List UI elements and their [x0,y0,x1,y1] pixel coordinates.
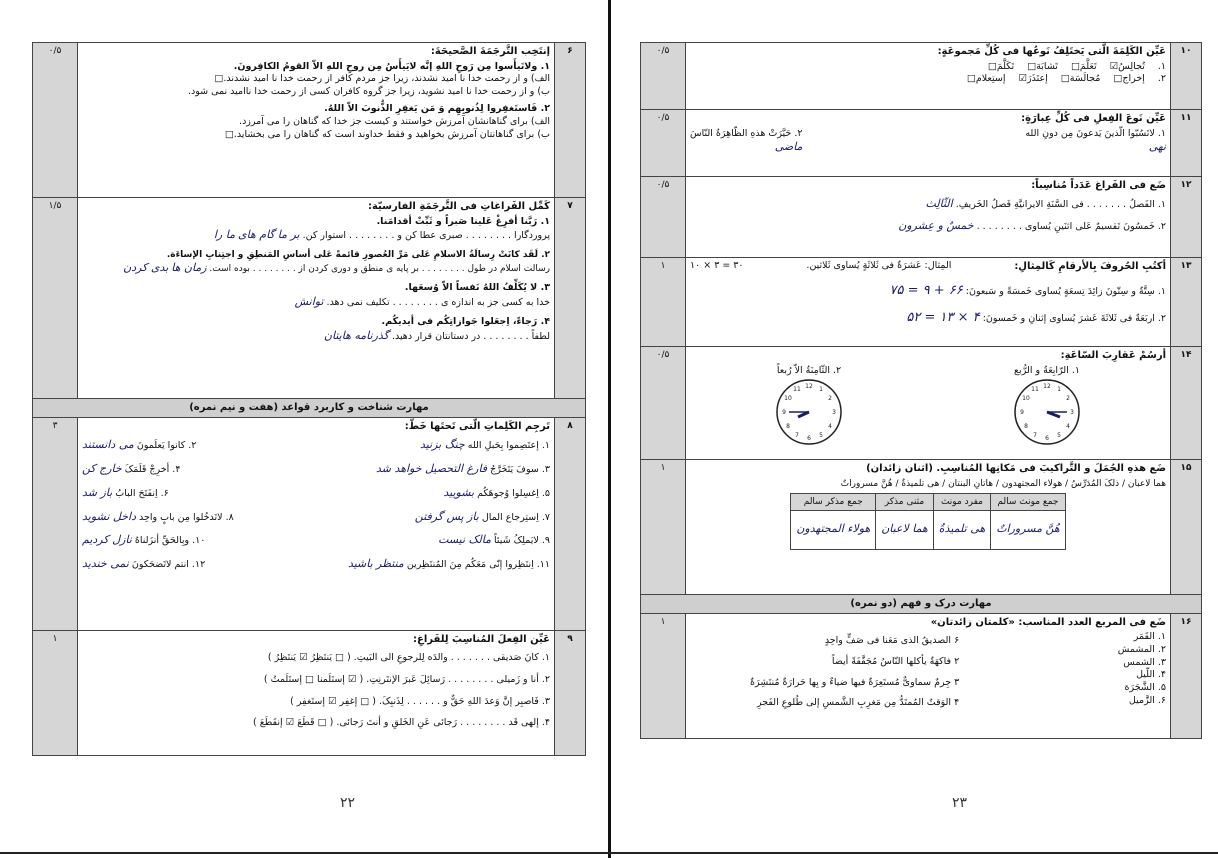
list-item[interactable]: ۲ فاکهَةٌ یأکلها النّاسُ مُجَفَّفَةً أیضاً [831,655,960,667]
question-title: أکتُبِ الحُروفَ بِالأرقامِ کَالمِثالِ: [1014,261,1166,272]
question-6 [33,43,586,198]
list-item: ۲. المشمش [1117,643,1166,655]
question-body [78,43,555,198]
handwritten-answer: نازل کردیم [82,533,132,547]
question-8 [33,417,586,630]
question-score: ۰/۵ [641,347,686,460]
question-body [78,198,555,399]
fill-table-row [791,510,1065,549]
handwritten-answer: گذرنامه هایتان [323,328,389,342]
handwritten-answer: توانش [294,294,324,308]
options-list: هما لاعبان / ذلکَ المُدَرِّسُ / هولاء المجتهدون / هاتانِ البنتان / هی تلمیذةٌ / هُنَّ مسروراتٌ [840,478,1166,489]
question-14 [641,347,1202,460]
handwritten-answer: منتظر باشید [347,557,404,571]
page-number: ۲۲ [340,795,356,811]
svg-text:12: 12 [1043,383,1051,391]
fill-table [790,493,1065,550]
svg-text:11: 11 [793,386,801,394]
svg-text:3: 3 [1070,409,1074,417]
question-body [686,258,1171,347]
option[interactable]: الف) و از رحمت خدا نا امید نشدند، زیرا جز مردم کافر از رحمت خدا نا امید نشدند.□ [214,73,550,85]
question-title: ضَع هذهِ الجُمَلَ و التَّراکیبَ فی مَکانِها المُناسِبِ. (اثنان زائدان) [866,463,1166,474]
handwritten-answer: خارج کن [82,461,122,475]
question-score: ۰/۵ [641,110,686,177]
handwritten-answer: ۴ × ۱۳ = ۵۲ [906,310,980,326]
question-body [686,460,1171,595]
question-number: ۷ [555,198,586,399]
handwritten-answer: ماضی [774,140,803,154]
handwritten-answer: الثّالِث [925,196,953,210]
answer-row [690,128,1166,156]
question-body [686,613,1171,738]
question-score: ۰/۵ [641,43,686,110]
svg-text:9: 9 [782,409,786,417]
question-title: کَمِّل الفَراغاتِ فی التَّرجَمَةِ الفارسیّة: [367,201,550,212]
question-title: ضَع فی الفَراغ عَدَداً مُناسِباً: [1031,180,1166,191]
question-body [686,43,1171,110]
question-number: ۱۰ [1171,43,1202,110]
question-title: أرسُمْ عَقارِبَ السّاعَةِ: [1060,350,1166,361]
question-12 [641,177,1202,258]
question-score: ۱ [33,630,78,755]
example: المِثال: عَشرَةٌ فی ثَلاثَةٍ یُساوی ثَلاثین. [806,260,952,271]
handwritten-answer[interactable]: هولاء المجتهدون [791,510,876,549]
translation-row [82,533,550,548]
handwritten-answer: ۶۶ + ۹ = ۷۵ [889,282,963,298]
word-item: ۱۱. اِنتَظِروا إنّی مَعَکُم مِنَ المُنتَظِرین [406,559,550,571]
question-body [686,347,1171,460]
translation: لطفاً . . . . . . . . در دستانتان قرار دهید. [391,330,550,342]
question-number: ۱۵ [1171,460,1202,595]
word-item: ۱۰. وبِالحَقِّ أنزَلناهُ [134,535,206,547]
list-item: ۵. الشَّجَرَة [1124,682,1166,694]
question-title: إنتَخِب التَّرجَمَةَ الصَّحیحَةَ: [430,46,550,57]
choice-row[interactable]: ۴. إلهی قَد . . . . . . . . رَجائی عَنِ الخَلقِ و أنتَ رَجائی. ( □ قَطَعَ ☑ إنقَطَعَ ) [252,717,550,729]
clock-icon [1012,377,1082,447]
list-item: ۱. القَمَر [1133,631,1166,642]
question-number: ۱۳ [1171,258,1202,347]
list-item[interactable]: ۳ جِرمٌ سماویٌّ مُستَعِرَةٌ فیها ضیاءٌ و بِها حَرارَةٌ مُنتَشِرَةٌ [750,676,960,688]
question-body [78,417,555,630]
question-title: عَیِّن الفِعلَ المُناسِبَ لِلفَراغِ: [413,633,550,645]
handwritten-answer: ما را [213,228,235,242]
translation-row [82,438,550,453]
sentence: ۲. فَاستَغفِروا لِذُنوبِهِم وَ مَن یَغفِرِ الذُّنوبَ الاّ اللهُ. [324,102,550,114]
question-16 [641,613,1202,738]
list-item: ۴. اللّیل [1136,669,1166,681]
column-header: جمع مذکر سالم [791,493,876,510]
translation-row [82,510,550,525]
svg-text:6: 6 [807,435,811,443]
svg-text:5: 5 [1057,432,1061,440]
handwritten-answer: بشویید [443,485,475,499]
section-title: مهارت شناخت و کاربرد قواعد (هفت و نیم نمره) [33,399,586,418]
handwritten-answer: باز پس گرفتن [414,509,479,523]
fill-table-header [791,493,1065,510]
question-title: تَرجِم الکَلِماتِ الّتی تَحتَها خَطّ: [404,420,550,432]
clock-label: ۲. الثّامِنَةُ الاّ رُبعاً [776,364,842,376]
translation-row [82,486,550,501]
svg-text:10: 10 [784,395,792,403]
translation-line [82,228,550,243]
word-item: ۵. اِغسِلوا وُجوهَکُم [477,487,550,499]
handwritten-answer: داخل نشوید [82,509,136,523]
handwritten-answer: زمان ها [171,261,207,275]
svg-text:3: 3 [832,409,836,417]
list-item[interactable]: ۶ الصدیقُ الذی مَعَنا فی صَفٍّ واحِدٍ [824,635,960,646]
word-list [1118,631,1166,718]
bottom-rule [0,852,1218,854]
question-score: ۳ [33,417,78,630]
svg-text:7: 7 [1033,432,1037,440]
example-math: ۱۰ × ۳ = ۳۰ [690,260,744,271]
handwritten-answer[interactable]: هی تلمیذةٌ [933,510,990,549]
sentence: ۲. لَقَد کانَتْ رِسالَةُ الاسلامِ عَلی مَرِّ العُصورِ قائمةً عَلی أساسِ المَنطِقِ و اجتِنابِ الإساءَة. [166,250,550,261]
choice-row[interactable]: ۱. تُجالِسُ☑ تَعَلَّمَ□ تَشابَهَ□ تَکَلَّمَ□ [987,60,1166,72]
list-item: ۶. الزَّمیل [1128,695,1166,707]
sentence: ۲. حَیَّرَتْ هذهِ الظّاهِرَةُ النّاسَ [690,127,803,139]
word-item: ۲. کانوا یَعلَمونَ [136,440,197,451]
svg-text:8: 8 [786,423,790,431]
question-number: ۱۱ [1171,110,1202,177]
question-body [686,110,1171,177]
handwritten-answer: بر ما [277,228,300,242]
page-number: ۲۳ [952,795,968,811]
svg-text:9: 9 [1020,409,1024,417]
handwritten-answer: نهی [1148,140,1166,154]
question-number: ۱۶ [1171,613,1202,738]
column-header: مفرد مونث [933,493,990,510]
svg-text:4: 4 [828,423,832,431]
translation-line [82,261,550,276]
question-score: ۰/۵ [641,177,686,258]
right-exam-table [640,42,1202,739]
handwritten-answer: می دانستند [82,438,134,451]
svg-text:1: 1 [819,386,823,394]
question-title: عَیِّن نَوعَ الفِعلِ فی کُلِّ عِبارَةٍ: [1021,113,1166,124]
question-score: ۰/۵ [33,43,78,198]
handwritten-answer: گام های [238,228,275,242]
question-9 [33,630,586,755]
question-body [686,177,1171,258]
svg-text:5: 5 [819,432,823,440]
word-item: ۱. إعتَصِموا بِحَبلِ الله [467,440,550,451]
sentence: ۱. رَبَّنا أفرِغْ عَلینا صَبراً و ثَبِّتْ أقدامَنا. [376,215,550,227]
question-number: ۱۴ [1171,347,1202,460]
svg-text:2: 2 [828,395,832,403]
clock-icon [774,377,844,447]
question-score: ۱ [641,258,686,347]
question-11 [641,110,1202,177]
clock-item [1012,365,1082,453]
question-header [690,260,1166,276]
svg-text:8: 8 [1024,423,1028,431]
svg-text:4: 4 [1066,423,1070,431]
question-score: ۱/۵ [33,198,78,399]
translation: پروردگارا . . . . . . . . صبری عطا کن و . . . . . . . . استوار کن. [302,230,550,242]
translation: رسالت اسلام در طول . . . . . . . . بر پایه ی منطق و دوری کردن از . . . . . . . . بوده است. [209,264,550,275]
question-number: ۸ [555,417,586,630]
question-body [78,630,555,755]
question-number: ۶ [555,43,586,198]
word-item: ۴. أخرِجْ قَلَمَکَ [124,463,181,475]
question-number: ۹ [555,630,586,755]
question-10 [641,43,1202,110]
list-item[interactable]: ۴ الوَقتُ المُمتَدُّ مِن مَغرِبِ الشَّمسِ إلی طُلوعِ الفَجرِ [757,697,960,709]
clock-item [774,365,844,453]
word-item: ۸. لاتَدخُلوا مِن بابٍ واحِد [139,511,234,523]
word-item: ۳. سوفَ یَتَخَرَّجُ [490,463,550,475]
left-exam-table [32,42,586,756]
list-item: ۳. الشمس [1123,656,1166,668]
page-divider [608,0,611,858]
handwritten-answer: فارغ التحصیل خواهد شد [375,461,488,475]
svg-text:12: 12 [805,383,813,391]
svg-text:10: 10 [1022,395,1030,403]
handwritten-answer: چنگ بزنید [419,438,465,451]
choice-row[interactable]: ۳. فَاصبِر إنَّ وَعدَ اللهِ حَقٌّ و . . . . . . لِذَنبِکَ. ( □ إغفِر ☑ إستَغفِر ) [290,695,550,707]
column-header: مثنی مذکر [876,493,934,510]
sentence: ۲. خَمسُونَ تَقسیمٌ عَلی اثنَینِ یُساوی . . . . . . . . [976,221,1166,233]
sentence: ۲. اربَعَةٌ فی ثَلاثَةَ عَشرَ یُساوی إثنانِ و خَمسونَ: [982,313,1166,325]
question-score: ۱ [641,460,686,595]
section-header-rules [33,399,586,418]
translation-row [82,462,550,477]
question-number: ۱۲ [1171,177,1202,258]
question-title: عَیِّن الکَلِمَةَ الَّتی یَختَلِفُ نَوعُها فی کُلِّ مَجموعَةٍ: [937,46,1166,57]
sentence: ۴. رَجاءً، اِجعَلوا جَوازاتِکُم فی أیدیکُم. [381,315,550,327]
word-item: ۹. لایَملِکُ شَیئاً [494,535,550,547]
sentence: ۱. سِتَّةٌ و سِتّونَ زائِدَ تِسعَةٍ یُساوی خَمسَةً و سَبعونَ: [965,285,1166,297]
svg-text:1: 1 [1057,386,1061,394]
translation-row [82,557,550,572]
word-item: ۷. اِستِرجاع المال [481,511,550,523]
sentence: ۳. لا یُکَلِّفُ اللهُ نَفساً الاّ وُسعَها. [404,282,550,294]
section-title: مهارت درک و فهم (دو نمره) [641,595,1202,614]
question-13 [641,258,1202,347]
clock-label: ۱. الرّابِعَةُ و الرُّبع [1014,364,1080,376]
question-title: ضَع فی المربع العدد المناسب: «کلمتان زائدتان» [930,616,1166,628]
right-page [612,0,1218,858]
sentence: ۱. لاتَسُبّوا الّذینَ یَدعونَ مِن دونِ الله [1025,127,1166,139]
question-score: ۱ [641,613,686,738]
handwritten-answer[interactable]: هُنَّ مسروراتٌ [991,510,1065,549]
matching-area [690,631,1166,718]
word-item: ۶. اِنفَتَحَ البابُ [115,487,169,499]
sentence-list [750,631,959,718]
handwritten-answer[interactable]: هما لاعبان [876,510,934,549]
clock-row [690,365,1166,453]
choice-row[interactable]: ۲. إخراج□ مُجالَسَة□ إعتَذَرَ☑ إستِعلام□ [966,73,1166,85]
handwritten-answer: بدی کردن [123,261,169,275]
option[interactable]: ب) و از رحمت خدا نا امید نشوید، زیرا جز گروه کافران کسی از رحمت خدا ناامید نمی شود. [187,86,550,98]
svg-text:2: 2 [1066,395,1070,403]
column-header: جمع مونث سالم [991,493,1065,510]
word-item: ۱۲. انتم لاتَضحَکونَ [131,559,206,571]
sentence: ۱. ولاتَیأَسوا مِن رَوحِ اللهِ إنَّه لایَیأَسُ مِن روحِ اللهِ الاّ القومُ الکافِرونَ. [233,60,550,72]
handwritten-answer: نمی خندید [82,557,129,571]
choice-row[interactable]: ۱. کانَ صَدیقی . . . . . . . والدَه لِلرجوعِ الی البَیتِ. ( □ یَنتَظِرُ ☑ یَنتَظِرُ ) [267,652,550,663]
svg-text:7: 7 [795,432,799,440]
left-page [0,0,608,858]
translation-line [82,329,550,344]
handwritten-answer: باز شد [82,485,113,499]
option[interactable]: ب) برای گناهانتان آمرزش بخواهید و فقط خداوند است که گناهان را می بخشاید.□ [224,128,550,140]
section-header-comprehension [641,595,1202,614]
question-15 [641,460,1202,595]
translation: خدا به کسی جز به اندازه ی . . . . . . . . تکلیف نمی دهد. [326,296,550,308]
svg-text:6: 6 [1045,435,1049,443]
question-7 [33,198,586,399]
sentence: ۱. الفَصلُ . . . . . . . فی السَّنَةِ الایرانیَّةِ فَصلُ الخَریفِ. [955,198,1166,210]
svg-text:11: 11 [1031,386,1039,394]
option[interactable]: الف) برای گناهانشان آمرزش خواستند و کیست جز خدا که گناهان را می آمرزد. [239,115,550,127]
handwritten-answer: خمسٌ و عِشرون [898,219,974,233]
handwritten-answer: مالک نیست [438,533,491,547]
choice-row[interactable]: ۲. أنا و زَمیلی . . . . . . . . رَسائِلَ عَبرَ الإنتَرنِتِ. ( ☑ إستَلَمنا □ إستَلَمتُ ) [263,673,550,685]
translation-line [82,295,550,310]
